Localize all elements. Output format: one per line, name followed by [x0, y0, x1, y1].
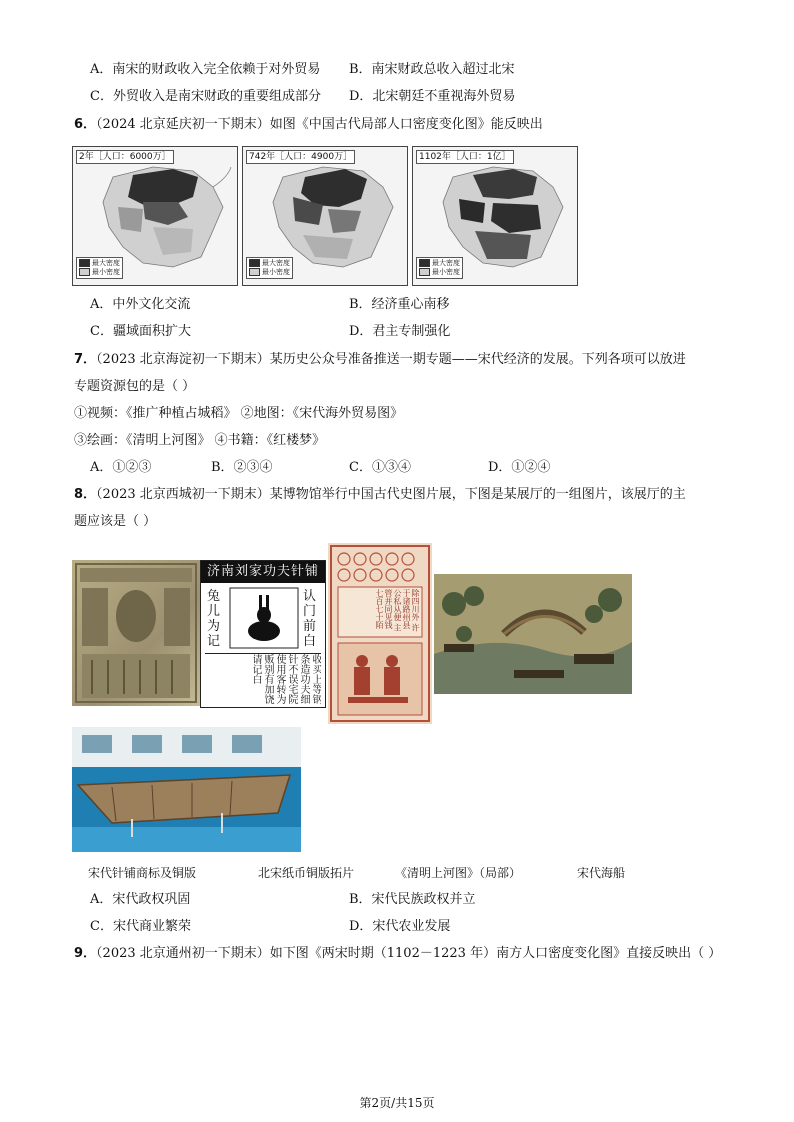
trademark-body-text: 收买上等钢条造功夫细针不误宅院使用客转为贩别有加饶请记白	[205, 653, 321, 704]
q9-text: （2023 北京通州初一下期末）如下图《两宋时期（1102－1223 年）南方人口密度变化图》直接反映出（ ）	[96, 946, 722, 961]
q8-option-d: D．宋代农业发展	[349, 919, 451, 934]
q5-option-b: B．南宋财政总收入超过北宋	[349, 62, 515, 77]
legend-swatch-high	[419, 259, 430, 267]
legend-low-label: 最小密度	[262, 268, 290, 276]
map-2-label: 742年［人口：4900万］	[246, 150, 355, 164]
q9-number: 9．	[74, 946, 97, 961]
needle-shop-trademark	[200, 560, 326, 708]
population-map-2ad	[72, 146, 238, 286]
qingming-painting-photo	[434, 574, 632, 694]
q7-stem-line-1	[74, 352, 686, 368]
q7-number: 7．	[74, 352, 97, 367]
trademark-header: 济南刘家功夫针铺	[201, 561, 325, 583]
q6-text: （2024 北京延庆初一下期末）如图《中国古代局部人口密度变化图》能反映出	[96, 117, 543, 132]
q6-option-c: C．疆域面积扩大	[90, 324, 191, 339]
q9-stem	[74, 946, 721, 962]
q6-number: 6．	[74, 117, 97, 132]
q6-option-b: B．经济重心南移	[349, 297, 450, 312]
map-3-legend	[416, 257, 463, 279]
q7-items-1: ①视频：《推广种植占城稻》 ②地图：《宋代海外贸易图》	[74, 406, 404, 421]
q7-option-d: D．①②④	[488, 460, 551, 475]
caption-ship: 宋代海船	[577, 866, 626, 880]
q5-option-a: A．南宋的财政收入完全依赖于对外贸易	[90, 62, 321, 77]
legend-high-label: 最大密度	[92, 259, 120, 267]
q7-option-c: C．①③④	[349, 460, 411, 475]
q8-option-b: B．宋代民族政权并立	[349, 892, 476, 907]
q8-option-a: A．宋代政权巩固	[90, 892, 191, 907]
legend-high-label: 最大密度	[262, 259, 290, 267]
q6-option-d: D．君主专制强化	[349, 324, 451, 339]
ship-graphic	[72, 727, 301, 852]
legend-low-label: 最小密度	[432, 268, 460, 276]
map-1-label: 2年［人口：6000万］	[76, 150, 174, 164]
banknote-text: 除四川外 许于诸路州县 公私从便 主管并同见钱 七百七十陌	[375, 589, 420, 632]
q8-text-1: （2023 北京西城初一下期末）某博物馆举行中国古代史图片展，下图是某展厅的一组图片，该展厅的主	[96, 487, 686, 502]
q8-stem-line-1	[74, 487, 686, 503]
legend-swatch-low	[419, 268, 430, 276]
q5-option-c: C．外贸收入是南宋财政的重要组成部分	[90, 89, 321, 104]
q7-text-1: （2023 北京海淀初一下期末）某历史公众号准备推送一期专题——宋代经济的发展。下列各项可以放进	[96, 352, 686, 367]
caption-painting: 《清明上河图》（局部）	[395, 866, 522, 880]
legend-swatch-high	[249, 259, 260, 267]
trademark-left-text: 兔儿为记	[207, 589, 221, 649]
q7-option-a: A．①②③	[90, 460, 152, 475]
q8-number: 8．	[74, 487, 97, 502]
q6-option-a: A．中外文化交流	[90, 297, 191, 312]
q7-items-2: ③绘画：《清明上河图》 ④书籍：《红楼梦》	[74, 433, 326, 448]
rabbit-icon	[229, 587, 299, 649]
trademark-right-text: 认门前白	[303, 589, 317, 649]
legend-swatch-high	[79, 259, 90, 267]
q5-option-d: D．北宋朝廷不重视海外贸易	[349, 89, 516, 104]
page-footer: 第2页/共15页	[359, 1096, 435, 1110]
painting-graphic	[434, 574, 632, 694]
caption-banknote: 北宋纸币铜版拓片	[258, 866, 355, 880]
population-map-1102ad	[412, 146, 578, 286]
bronze-plate-photo	[72, 560, 200, 706]
q8-option-c: C．宋代商业繁荣	[90, 919, 191, 934]
legend-low-label: 最小密度	[92, 268, 120, 276]
caption-trademark: 宋代针铺商标及铜版	[88, 866, 197, 880]
q6-stem	[74, 117, 543, 133]
q7-stem-line-2: 专题资源包的是（ ）	[74, 379, 196, 394]
map-1-legend	[76, 257, 123, 279]
map-3-label: 1102年［人口：1亿］	[416, 150, 514, 164]
legend-high-label: 最大密度	[432, 259, 460, 267]
legend-swatch-low	[249, 268, 260, 276]
song-ship-photo	[72, 727, 301, 852]
q8-stem-line-2: 题应该是（ ）	[74, 514, 157, 529]
population-map-742ad	[242, 146, 408, 286]
legend-swatch-low	[79, 268, 90, 276]
bronze-plate-graphic	[72, 560, 200, 706]
q7-option-b: B．②③④	[211, 460, 273, 475]
banknote-plate-rubbing	[328, 543, 432, 724]
map-2-legend	[246, 257, 293, 279]
